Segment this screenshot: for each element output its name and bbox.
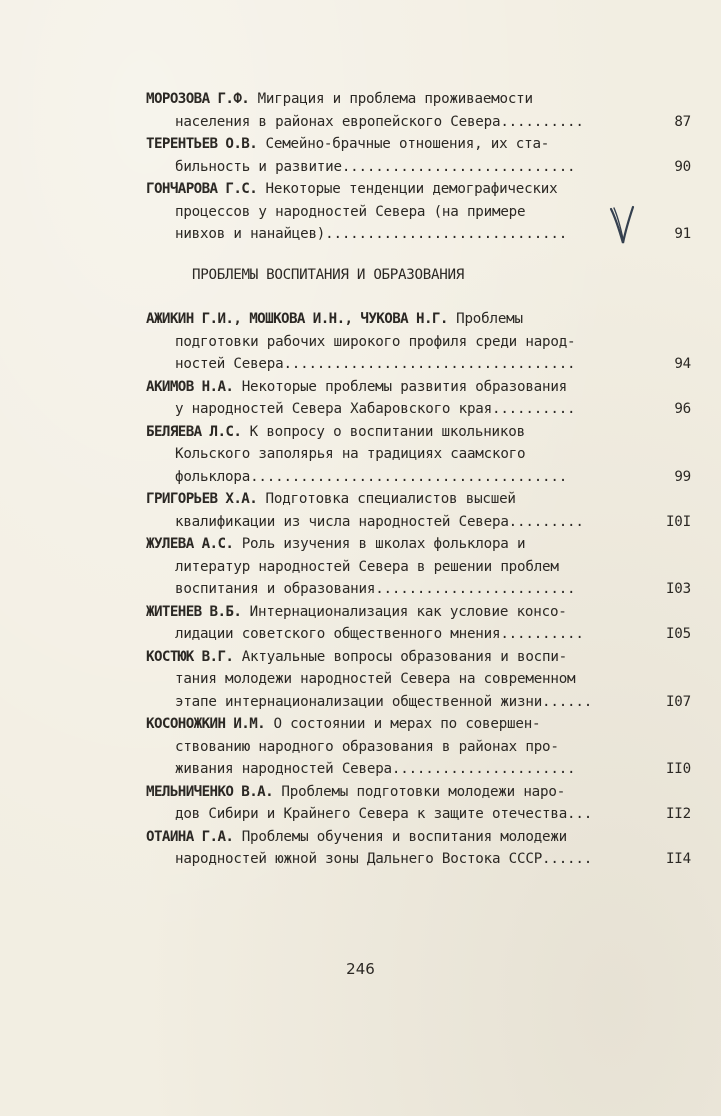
toc-group-education <box>146 308 691 871</box>
toc-entry <box>146 133 691 178</box>
toc-author: КОСОНОЖКИН И.М. <box>146 716 266 732</box>
toc-title-text: ствованию народного образования в районах про- <box>175 738 559 755</box>
toc-title-text: процессов у народностей Севера (на примере <box>175 203 526 220</box>
toc-entry-continuation-line <box>146 353 691 376</box>
toc-entry <box>146 533 691 601</box>
toc-author: АКИМОВ Н.А. <box>146 378 234 395</box>
toc-page-number: II2 <box>665 806 691 822</box>
toc-entry <box>146 488 691 533</box>
toc-entry-first-line <box>146 178 691 201</box>
toc-entry-continuation-line <box>146 691 691 714</box>
toc-title-text: Кольского заполярья на традициях саамского <box>175 446 526 462</box>
toc-title-text: народностей южной зоны Дальнего Востока СССР...... <box>175 851 593 867</box>
toc-entry <box>146 713 691 781</box>
toc-entry-continuation-line <box>146 156 691 179</box>
toc-title-text: лидации советского общественного мнения.......... <box>175 626 584 642</box>
toc-page-number: II0 <box>665 761 691 777</box>
toc-title-text: Семейно-брачные отношения, их ста- <box>257 136 550 152</box>
toc-title-text: тания молодежи народностей Севера на современном <box>175 671 576 687</box>
toc-entry <box>146 308 691 376</box>
toc-author: КОСТЮК В.Г. <box>146 648 234 665</box>
toc-title-text: Роль изучения в школах фольклора и <box>233 536 526 552</box>
toc-title-text: ностей Севера................................... <box>175 356 576 372</box>
toc-entry-first-line <box>146 308 691 331</box>
toc-entry-continuation-line <box>146 556 691 579</box>
toc-page-number: II4 <box>665 851 691 867</box>
toc-title-text: населения в районах европейского Севера.......... <box>175 113 584 130</box>
toc-entry-continuation-line <box>146 511 691 534</box>
toc-title-text: Некоторые проблемы развития образования <box>233 378 568 395</box>
toc-entry-continuation-line <box>146 803 691 826</box>
toc-entry-continuation-line <box>146 443 691 466</box>
toc-page-number: I05 <box>665 626 691 642</box>
toc-entry <box>146 646 691 714</box>
toc-title-text: живания народностей Севера...................... <box>175 761 576 777</box>
toc-title-text: Миграция и проблема проживаемости <box>249 91 533 107</box>
toc-entry-continuation-line <box>146 466 691 489</box>
toc-title-text: бильность и развитие............................ <box>175 158 576 175</box>
toc-author: ГРИГОРЬЕВ Х.А. <box>146 491 258 507</box>
toc-title-text: дов Сибири и Крайнего Севера к защите отечества... <box>175 806 593 822</box>
toc-entry-continuation-line <box>146 111 691 134</box>
toc-title-text: Проблемы <box>447 311 523 327</box>
toc-entry-first-line <box>146 88 691 111</box>
toc-author: МОРОЗОВА Г.Ф. <box>146 91 250 107</box>
toc-entry-first-line <box>146 713 691 736</box>
section-heading: ПРОБЛЕМЫ ВОСПИТАНИЯ И ОБРАЗОВАНИЯ <box>192 266 464 283</box>
toc-entry-continuation-line <box>146 578 691 601</box>
toc-title-text: подготовки рабочих широкого профиля среди народ- <box>175 333 576 350</box>
toc-author: АЖИКИН Г.И., МОШКОВА И.Н., ЧУКОВА Н.Г. <box>146 311 448 327</box>
toc-entry-first-line <box>146 646 691 669</box>
toc-entry <box>146 421 691 489</box>
toc-title-text: воспитания и образования........................ <box>175 581 576 597</box>
toc-entry-continuation-line <box>146 848 691 871</box>
toc-page-number: I03 <box>665 581 691 597</box>
toc-title-text: литератур народностей Севера в решении проблем <box>175 558 559 575</box>
toc-page-number: 90 <box>674 158 691 175</box>
toc-title-text: у народностей Севера Хабаровского края.......... <box>175 401 576 417</box>
toc-entry-first-line <box>146 488 691 511</box>
toc-entry-first-line <box>146 133 691 156</box>
toc-title-text: Проблемы обучения и воспитания молодежи <box>233 828 568 845</box>
toc-page-number: 94 <box>674 356 691 372</box>
toc-page-number: I0I <box>665 513 691 530</box>
toc-title-text: К вопросу о воспитании школьников <box>241 423 525 440</box>
toc-entry <box>146 376 691 421</box>
toc-author: ТЕРЕНТЬЕВ О.В. <box>146 136 258 152</box>
toc-author: ГОНЧАРОВА Г.С. <box>146 181 258 197</box>
toc-entry-continuation-line <box>146 736 691 759</box>
toc-title-text: Проблемы подготовки молодежи наро- <box>273 783 566 800</box>
toc-entry-first-line <box>146 826 691 849</box>
toc-entry-continuation-line <box>146 623 691 646</box>
toc-entry-continuation-line <box>146 331 691 354</box>
toc-author: МЕЛЬНИЧЕНКО В.А. <box>146 783 274 800</box>
toc-entry-continuation-line <box>146 398 691 421</box>
toc-page-number: 87 <box>674 113 691 130</box>
toc-author: ОТАИНА Г.А. <box>146 828 234 845</box>
toc-title-text: фольклора...................................... <box>175 468 568 485</box>
toc-title-text: Актуальные вопросы образования и воспи- <box>233 648 568 665</box>
toc-page-number: 99 <box>674 468 691 485</box>
toc-author: ЖУЛЕВА А.С. <box>146 536 234 552</box>
toc-author: ЖИТЕНЕВ В.Б. <box>146 603 242 620</box>
toc-title-text: О состоянии и мерах по совершен- <box>265 716 541 732</box>
toc-title-text: Интернационализация как условие консо- <box>241 603 567 620</box>
toc-entry <box>146 826 691 871</box>
toc-entry <box>146 601 691 646</box>
toc-entry-first-line <box>146 781 691 804</box>
toc-page-number: I07 <box>665 693 691 710</box>
toc-entry <box>146 781 691 826</box>
pen-check-mark <box>609 205 635 247</box>
toc-title-text: квалификации из числа народностей Севера......... <box>175 513 584 530</box>
toc-entry-first-line <box>146 601 691 624</box>
toc-entry-first-line <box>146 421 691 444</box>
toc-title-text: Некоторые тенденции демографических <box>257 181 558 197</box>
toc-title-text: Подготовка специалистов высшей <box>257 491 516 507</box>
toc-page-number: 91 <box>674 226 691 242</box>
toc-entry <box>146 88 691 133</box>
toc-entry-continuation-line <box>146 668 691 691</box>
toc-title-text: нивхов и нанайцев)............................. <box>175 226 568 242</box>
toc-title-text: этапе интернационализации общественной жизни...... <box>175 693 593 710</box>
toc-page-number: 96 <box>674 401 691 417</box>
page-number: 246 <box>346 960 375 978</box>
toc-entry-continuation-line <box>146 758 691 781</box>
toc-entry-first-line <box>146 533 691 556</box>
toc-entry-first-line <box>146 376 691 399</box>
toc-author: БЕЛЯЕВА Л.С. <box>146 423 242 440</box>
